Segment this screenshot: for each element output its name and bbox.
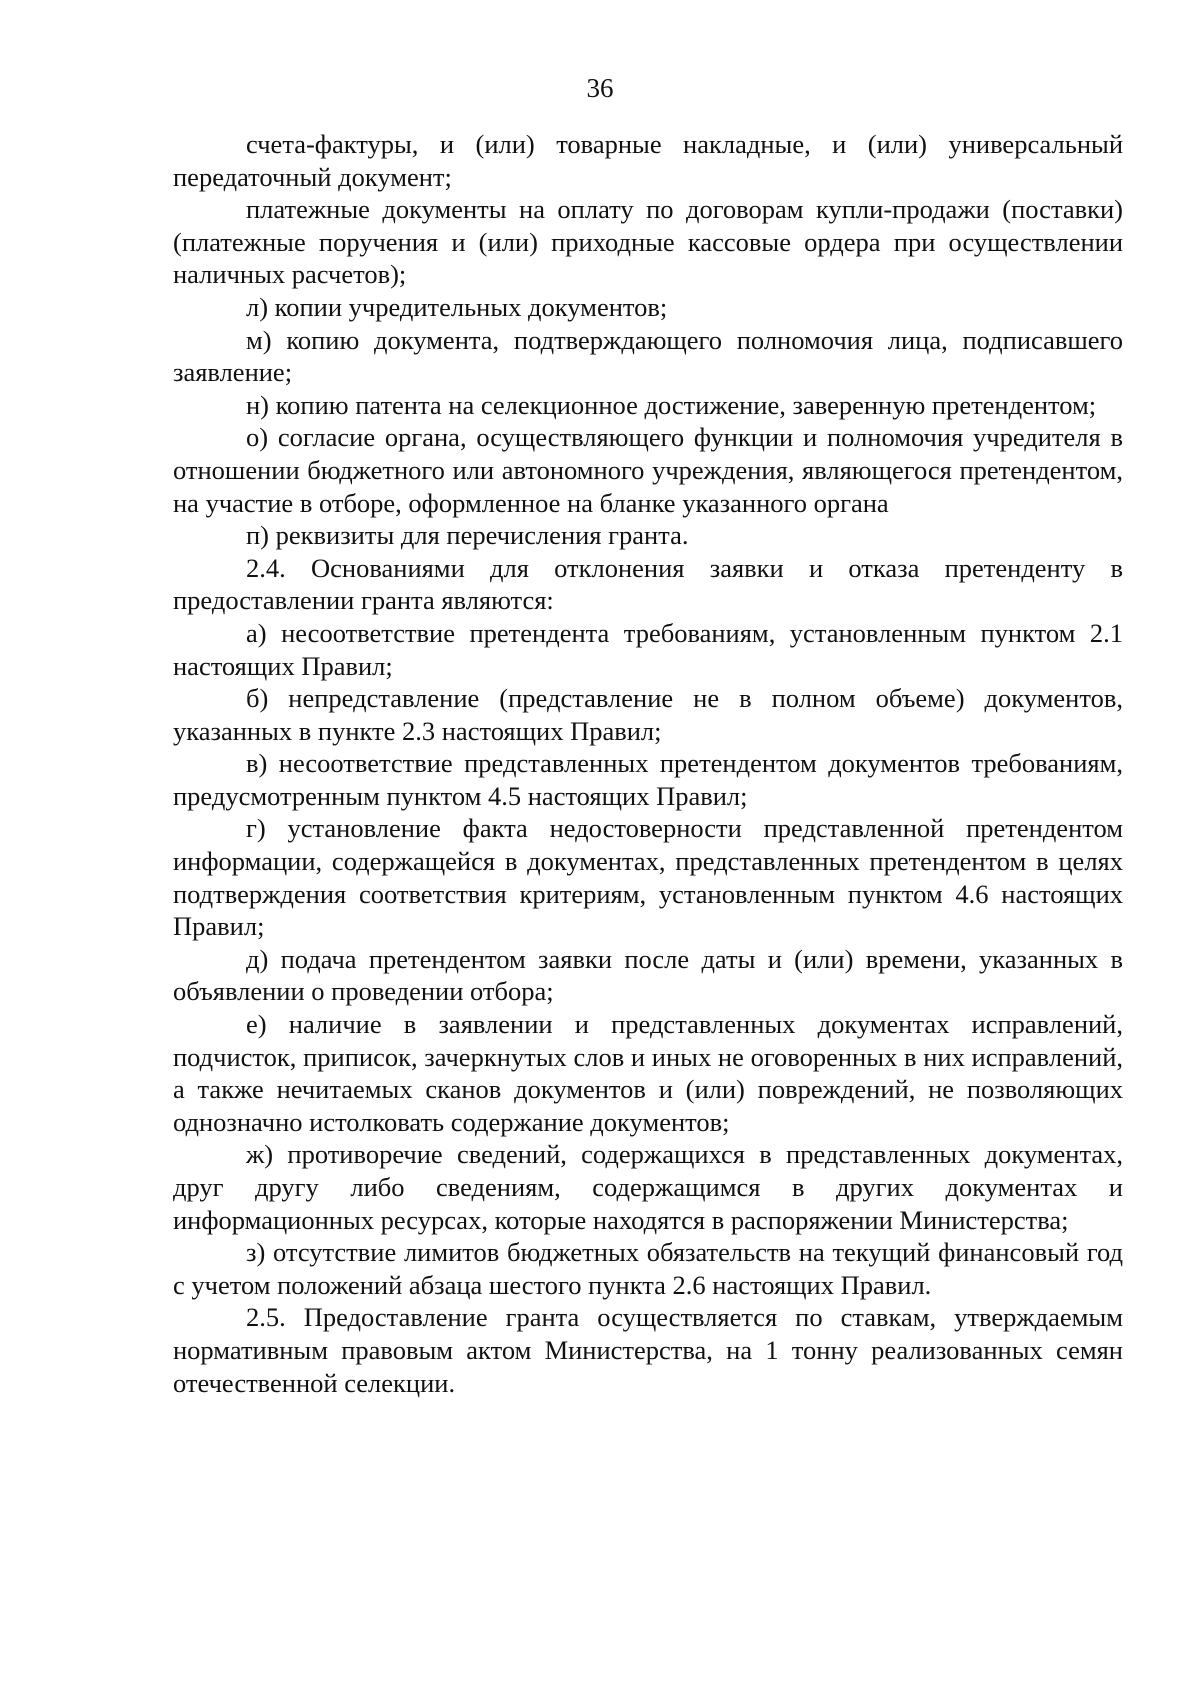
paragraph-item-n: н) копию патента на селекционное достижение, заверенную претендентом; (246, 389, 1097, 420)
paragraph-item-e: е) наличие в заявлении и представленных документах исправлений, подчисток, приписок, зачеркнутых слов и иных не оговоренных в них исправлений, а также нечитаемых сканов документов и (или) повреждений, не позволяющих однозначно истолковать содержание документов; (173, 1009, 1123, 1137)
paragraph-section-2-5: 2.5. Предоставление гранта осуществляется по ставкам, утверждаемым нормативным правовым актом Министерства, на 1 тонну реализованных семян отечественной селекции. (173, 1302, 1123, 1398)
paragraph-item-d: д) подача претендентом заявки после даты и (или) времени, указанных в объявлении о проведении отбора; (173, 943, 1123, 1007)
page-number: 36 (586, 73, 614, 103)
paragraph-item-v: в) несоответствие представленных претендентом документов требованиям, предусмотренным пунктом 4.5 настоящих Правил; (173, 748, 1123, 811)
paragraph-invoices: счета-фактуры, и (или) товарные накладные, и (или) универсальный передаточный документ; (173, 129, 1123, 192)
paragraph-item-o: о) согласие органа, осуществляющего функции и полномочия учредителя в отношении бюджетного или автономного учреждения, являющегося претендентом, на участие в отборе, оформленное на бланке указанного органа (173, 422, 1123, 518)
paragraph-item-zh: ж) противоречие сведений, содержащихся в представленных документах, друг другу либо сведениям, содержащимся в других документах и информационных ресурсах, которые находятся в распоряжении Министерства; (173, 1139, 1123, 1235)
paragraph-item-g: г) установление факта недостоверности представленной претендентом информации, содержащейся в документах, представленных претендентом в целях подтверждения соответствия критериям, установленным пунктом 4.6 настоящих Правил; (173, 813, 1123, 942)
document-body (173, 128, 1123, 1399)
paragraph-item-p: п) реквизиты для перечисления гранта. (246, 520, 689, 551)
paragraph-item-a: а) несоответствие претендента требованиям, установленным пунктом 2.1 настоящих Правил; (173, 617, 1123, 681)
paragraph-item-l: л) копии учредительных документов; (246, 291, 668, 322)
paragraph-item-b: б) непредставление (представление не в полном объеме) документов, указанных в пункте 2.3 настоящих Правил; (173, 683, 1123, 746)
paragraph-item-m: м) копию документа, подтверждающего полномочия лица, подписавшего заявление; (173, 324, 1123, 388)
paragraph-section-2-4: 2.4. Основаниями для отклонения заявки и отказа претенденту в предоставлении гранта являются: (173, 552, 1123, 616)
paragraph-item-z: з) отсутствие лимитов бюджетных обязательств на текущий финансовый год с учетом положений абзаца шестого пункта 2.6 настоящих Правил. (173, 1237, 1123, 1300)
paragraph-payment-documents: платежные документы на оплату по договорам купли-продажи (поставки) (платежные поручения и (или) приходные кассовые ордера при осуществлении наличных расчетов); (173, 194, 1123, 290)
